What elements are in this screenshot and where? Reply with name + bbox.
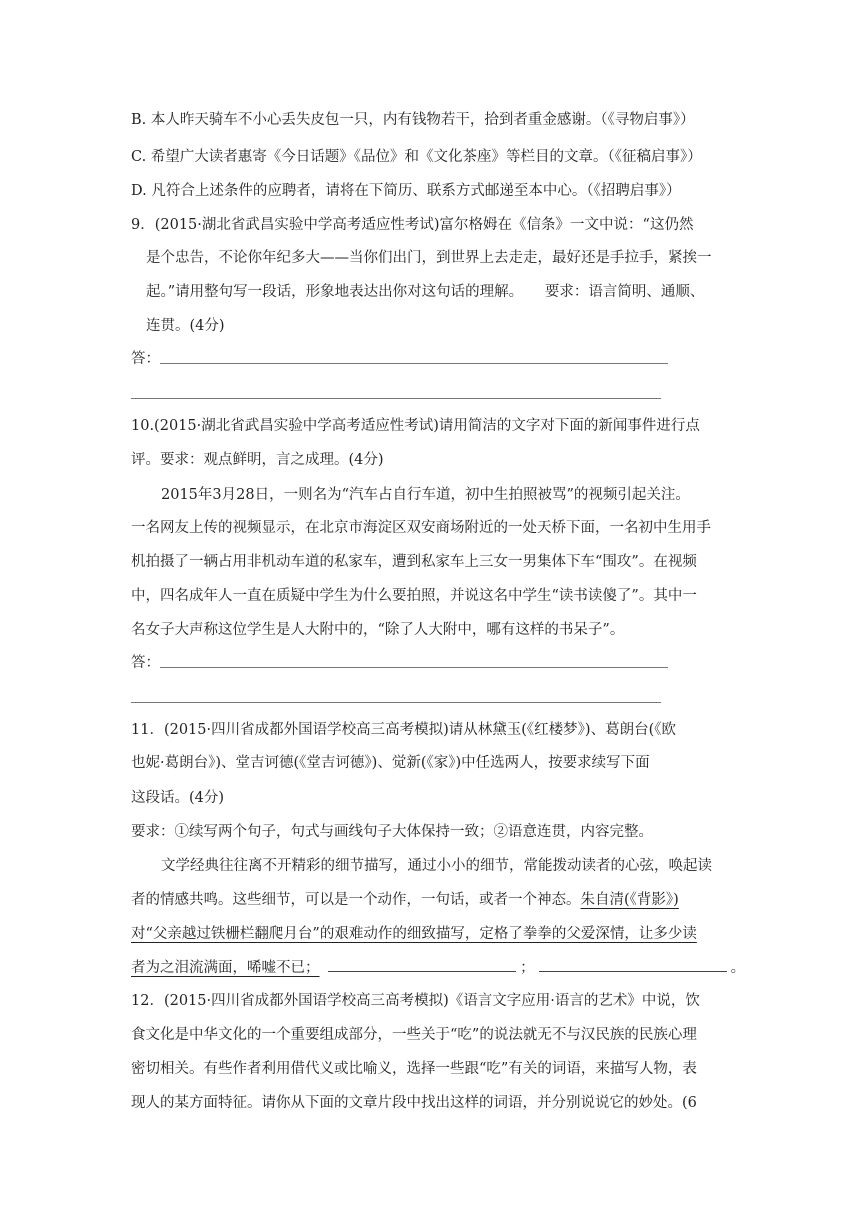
- question-11-line: 也妮·葛朗台》)、堂吉诃德(《堂吉诃德》)、觉新(《家》)中任选两人，按要求续写下面: [131, 755, 650, 771]
- question-10-passage: 一名网友上传的视频显示，在北京市海淀区双安商场附近的一处天桥下面，一名初中生用手: [131, 520, 711, 536]
- question-12-line: 食文化是中华文化的一个重要组成部分，一些关于“吃”的说法就无不与汉民族的民族心理: [131, 1027, 697, 1043]
- option-c: C. 希望广大读者惠寄《今日话题》《品位》和《文化茶座》等栏目的文章。（《征稿启事》）: [131, 149, 702, 165]
- underlined-sentence: 对“父亲越过铁栅栏翻爬月台”的艰难动作的细致描写，定格了拳拳的父爱深情，让多少读: [131, 926, 697, 942]
- question-11-passage: [131, 957, 745, 978]
- answer-line-9b[interactable]: [131, 398, 661, 399]
- question-10-passage: 2015年3月28日，一则名为“汽车占自行车道，初中生拍照被骂”的视频引起关注。: [161, 487, 690, 503]
- question-10-passage: 名女子大声称这位学生是人大附中的，“除了人大附中，哪有这样的书呆子”。: [131, 622, 625, 638]
- answer-label-9: 答：: [131, 351, 160, 367]
- question-12-line: 12．(2015·四川省成都外国语学校高三高考模拟)《语言文字应用·语言的艺术》中说，饮: [131, 993, 700, 1009]
- question-11-passage: 文学经典往往离不开精彩的细节描写，通过小小的细节，常能拨动读者的心弦，唤起读: [161, 858, 712, 874]
- question-9-line: 起。”请用整句写一段话，形象地表达出你对这句话的理解。 要求：语言简明、通顺、: [146, 284, 705, 300]
- underlined-sentence: 者为之泪流满面，唏嘘不已；: [131, 960, 320, 976]
- option-b: B. 本人昨天骑车不小心丢失皮包一只，内有钱物若干，拾到者重金感谢。（《寻物启事》）: [131, 112, 695, 128]
- question-10-line: 10.(2015·湖北省武昌实验中学高考适应性考试)请用简洁的文字对下面的新闻事件进行点: [131, 418, 700, 434]
- question-9-line: 是个忠告，不论你年纪多大——当你们出门，到世界上去走走，最好还是手拉手，紧挨一: [146, 250, 712, 266]
- question-10-line: 评。要求：观点鲜明，言之成理。(4分): [131, 452, 384, 468]
- question-11-line: 这段话。(4分): [131, 790, 225, 806]
- passage-text: 者的情感共鸣。这些细节，可以是一个动作，一句话，或者一个神态。: [131, 892, 581, 908]
- question-9-line: 连贯。(4分): [146, 318, 225, 334]
- answer-line-10b[interactable]: [131, 702, 661, 703]
- option-d: D. 凡符合上述条件的应聘者，请将在下简历、联系方式邮递至本中心。（《招聘启事》）: [131, 183, 681, 199]
- question-10-passage: 机拍摄了一辆占用非机动车道的私家车，遭到私家车上三女一男集体下车“围攻”。在视频: [131, 554, 697, 570]
- question-9-line: 9．(2015·湖北省武昌实验中学高考适应性考试)富尔格姆在《信条》一文中说：“这仍然: [131, 217, 694, 233]
- question-10-passage: 中，四名成年人一直在质疑中学生为什么要拍照，并说这名中学生“读书读傻了”。其中一: [131, 588, 697, 604]
- question-11-passage: [131, 890, 679, 910]
- semicolon: ；: [520, 960, 535, 976]
- fill-blank-1[interactable]: [328, 957, 516, 972]
- fill-blank-2[interactable]: [539, 957, 727, 972]
- underlined-sentence: 朱自清(《背影》): [580, 892, 679, 908]
- question-12-line: 现人的某方面特征。请你从下面的文章片段中找出这样的词语，并分别说说它的妙处。(6: [131, 1095, 697, 1111]
- answer-label-10: 答：: [131, 655, 160, 671]
- answer-line-9[interactable]: [160, 363, 668, 364]
- answer-line-10[interactable]: [160, 667, 668, 668]
- question-11-line: 11．(2015·四川省成都外国语学校高三高考模拟)请从林黛玉(《红楼梦》)、葛朗台(《欧: [131, 722, 676, 738]
- question-11-requirement: 要求：①续写两个句子，句式与画线句子大体保持一致；②语意连贯，内容完整。: [131, 824, 653, 840]
- question-12-line: 密切相关。有些作者利用借代义或比喻义，选择一些跟“吃”有关的词语，来描写人物，表: [131, 1061, 697, 1077]
- period: 。: [730, 960, 746, 976]
